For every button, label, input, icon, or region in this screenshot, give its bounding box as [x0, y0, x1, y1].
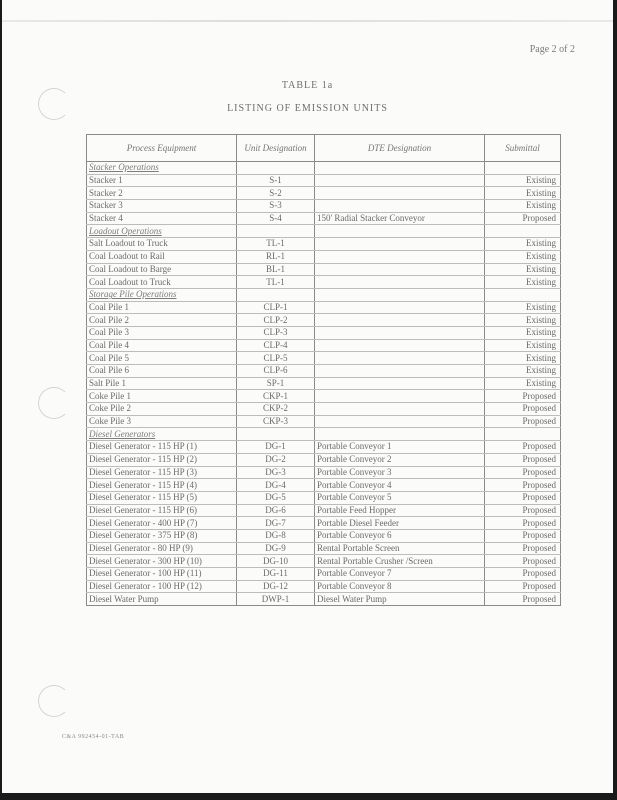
cell-process-equipment: Coal Pile 1: [87, 301, 237, 314]
cell-submittal: Existing: [485, 263, 561, 276]
cell-process-equipment: Diesel Generator - 115 HP (2): [87, 453, 237, 466]
cell-unit-designation: S-4: [237, 212, 315, 225]
cell-unit-designation: CKP-3: [237, 415, 315, 428]
cell-dte-designation: Diesel Water Pump: [315, 593, 485, 606]
header-dte-designation: DTE Designation: [315, 135, 485, 162]
table-row: [87, 187, 561, 200]
cell-submittal: Existing: [485, 339, 561, 352]
cell-unit-designation: CLP-5: [237, 352, 315, 365]
cell-dte-designation: Portable Conveyor 8: [315, 580, 485, 593]
cell-unit-designation: S-2: [237, 187, 315, 200]
cell-dte-designation: [315, 263, 485, 276]
cell-unit-designation: TL-1: [237, 238, 315, 251]
cell-unit-designation: DG-11: [237, 568, 315, 581]
table-row: [87, 314, 561, 327]
cell-dte-designation: [315, 238, 485, 251]
table-row: [87, 580, 561, 593]
cell-process-equipment: Diesel Generator - 115 HP (5): [87, 491, 237, 504]
cell-process-equipment: Coke Pile 3: [87, 415, 237, 428]
cell-dte-designation: [315, 174, 485, 187]
section-heading: Diesel Generators: [87, 428, 237, 441]
section-row: [87, 162, 561, 175]
cell-process-equipment: Coal Pile 6: [87, 365, 237, 378]
table-row: [87, 403, 561, 416]
cell-dte-designation: Rental Portable Screen: [315, 542, 485, 555]
cell-submittal: Existing: [485, 301, 561, 314]
cell-submittal: Existing: [485, 365, 561, 378]
table-row: [87, 174, 561, 187]
table-row: [87, 200, 561, 213]
table-row: [87, 415, 561, 428]
cell-dte-designation: Portable Conveyor 4: [315, 479, 485, 492]
cell-unit-designation: DG-7: [237, 517, 315, 530]
cell-dte-designation: 150' Radial Stacker Conveyor: [315, 212, 485, 225]
cell-submittal: Existing: [485, 174, 561, 187]
cell-unit-designation: RL-1: [237, 250, 315, 263]
header-submittal: Submittal: [485, 135, 561, 162]
hole-punch-mark: [38, 685, 70, 717]
cell-submittal: Proposed: [485, 212, 561, 225]
cell-process-equipment: Diesel Generator - 115 HP (1): [87, 441, 237, 454]
table-row: [87, 441, 561, 454]
cell-submittal: Proposed: [485, 542, 561, 555]
header-process-equipment: Process Equipment: [87, 135, 237, 162]
cell-process-equipment: Coal Loadout to Truck: [87, 276, 237, 289]
cell-process-equipment: Salt Pile 1: [87, 377, 237, 390]
cell-unit-designation: DG-4: [237, 479, 315, 492]
cell-submittal: Existing: [485, 314, 561, 327]
table-row: [87, 212, 561, 225]
cell-dte-designation: Portable Conveyor 3: [315, 466, 485, 479]
cell-submittal: Proposed: [485, 529, 561, 542]
cell-unit-designation: DWP-1: [237, 593, 315, 606]
cell-process-equipment: Diesel Generator - 300 HP (10): [87, 555, 237, 568]
cell-process-equipment: Coal Loadout to Barge: [87, 263, 237, 276]
cell-dte-designation: [315, 162, 485, 175]
cell-unit-designation: DG-12: [237, 580, 315, 593]
cell-unit-designation: BL-1: [237, 263, 315, 276]
table-row: [87, 479, 561, 492]
cell-submittal: Proposed: [485, 580, 561, 593]
cell-dte-designation: [315, 352, 485, 365]
cell-dte-designation: Portable Diesel Feeder: [315, 517, 485, 530]
cell-unit-designation: DG-3: [237, 466, 315, 479]
cell-process-equipment: Coal Pile 4: [87, 339, 237, 352]
cell-unit-designation: DG-2: [237, 453, 315, 466]
table-row: [87, 276, 561, 289]
cell-unit-designation: DG-5: [237, 491, 315, 504]
cell-submittal: Existing: [485, 238, 561, 251]
cell-dte-designation: [315, 250, 485, 263]
cell-submittal: [485, 225, 561, 238]
cell-submittal: Proposed: [485, 555, 561, 568]
cell-process-equipment: Stacker 2: [87, 187, 237, 200]
cell-unit-designation: DG-10: [237, 555, 315, 568]
table-row: [87, 326, 561, 339]
cell-dte-designation: Portable Conveyor 7: [315, 568, 485, 581]
cell-dte-designation: [315, 288, 485, 301]
cell-submittal: Existing: [485, 200, 561, 213]
emission-units-table: [86, 134, 561, 606]
cell-dte-designation: Portable Conveyor 6: [315, 529, 485, 542]
cell-process-equipment: Diesel Generator - 400 HP (7): [87, 517, 237, 530]
scan-edge: [2, 20, 613, 22]
cell-unit-designation: CLP-4: [237, 339, 315, 352]
cell-process-equipment: Coal Pile 2: [87, 314, 237, 327]
hole-punch-mark: [38, 387, 70, 419]
cell-unit-designation: [237, 288, 315, 301]
cell-submittal: [485, 288, 561, 301]
cell-process-equipment: Stacker 3: [87, 200, 237, 213]
cell-process-equipment: Coke Pile 1: [87, 390, 237, 403]
table-row: [87, 593, 561, 606]
cell-submittal: Existing: [485, 187, 561, 200]
cell-submittal: [485, 428, 561, 441]
cell-submittal: Proposed: [485, 453, 561, 466]
table-row: [87, 568, 561, 581]
cell-submittal: Proposed: [485, 491, 561, 504]
table-title: TABLE 1a: [281, 80, 334, 91]
cell-dte-designation: Portable Feed Hopper: [315, 504, 485, 517]
cell-dte-designation: [315, 200, 485, 213]
cell-dte-designation: [315, 365, 485, 378]
cell-dte-designation: [315, 415, 485, 428]
cell-process-equipment: Coal Pile 5: [87, 352, 237, 365]
cell-unit-designation: S-3: [237, 200, 315, 213]
table-row: [87, 542, 561, 555]
table-row: [87, 390, 561, 403]
section-row: [87, 225, 561, 238]
cell-submittal: Proposed: [485, 504, 561, 517]
cell-dte-designation: [315, 314, 485, 327]
cell-process-equipment: Diesel Water Pump: [87, 593, 237, 606]
cell-dte-designation: Portable Conveyor 2: [315, 453, 485, 466]
cell-dte-designation: [315, 339, 485, 352]
cell-process-equipment: Salt Loadout to Truck: [87, 238, 237, 251]
section-row: [87, 288, 561, 301]
cell-process-equipment: Diesel Generator - 115 HP (3): [87, 466, 237, 479]
table-row: [87, 263, 561, 276]
cell-dte-designation: [315, 276, 485, 289]
cell-unit-designation: CLP-1: [237, 301, 315, 314]
cell-submittal: Existing: [485, 250, 561, 263]
table-row: [87, 339, 561, 352]
section-heading: Stacker Operations: [87, 162, 237, 175]
document-footer: C&A 992454-01-TAB: [62, 734, 125, 740]
cell-dte-designation: [315, 301, 485, 314]
cell-unit-designation: S-1: [237, 174, 315, 187]
table-row: [87, 529, 561, 542]
cell-process-equipment: Coal Pile 3: [87, 326, 237, 339]
table-row: [87, 504, 561, 517]
table-row: [87, 352, 561, 365]
table-row: [87, 238, 561, 251]
cell-process-equipment: Stacker 4: [87, 212, 237, 225]
cell-submittal: Proposed: [485, 390, 561, 403]
table-row: [87, 453, 561, 466]
cell-process-equipment: Stacker 1: [87, 174, 237, 187]
cell-process-equipment: Diesel Generator - 100 HP (11): [87, 568, 237, 581]
section-heading: Loadout Operations: [87, 225, 237, 238]
cell-process-equipment: Diesel Generator - 115 HP (4): [87, 479, 237, 492]
cell-submittal: Proposed: [485, 466, 561, 479]
cell-unit-designation: CLP-3: [237, 326, 315, 339]
cell-process-equipment: Coke Pile 2: [87, 403, 237, 416]
table-row: [87, 491, 561, 504]
cell-process-equipment: Diesel Generator - 80 HP (9): [87, 542, 237, 555]
cell-unit-designation: [237, 428, 315, 441]
table-row: [87, 466, 561, 479]
cell-unit-designation: DG-6: [237, 504, 315, 517]
table-row: [87, 365, 561, 378]
cell-unit-designation: CLP-6: [237, 365, 315, 378]
cell-dte-designation: [315, 187, 485, 200]
section-heading: Storage Pile Operations: [87, 288, 237, 301]
table-header-row: [87, 135, 561, 162]
cell-dte-designation: Portable Conveyor 1: [315, 441, 485, 454]
cell-submittal: Proposed: [485, 517, 561, 530]
cell-process-equipment: Coal Loadout to Rail: [87, 250, 237, 263]
cell-submittal: Existing: [485, 352, 561, 365]
section-row: [87, 428, 561, 441]
table-row: [87, 250, 561, 263]
cell-unit-designation: CLP-2: [237, 314, 315, 327]
cell-dte-designation: [315, 390, 485, 403]
table-row: [87, 555, 561, 568]
cell-submittal: Proposed: [485, 593, 561, 606]
table-row: [87, 301, 561, 314]
cell-dte-designation: [315, 326, 485, 339]
cell-dte-designation: [315, 428, 485, 441]
cell-submittal: Proposed: [485, 441, 561, 454]
cell-dte-designation: Rental Portable Crusher /Screen: [315, 555, 485, 568]
cell-unit-designation: DG-8: [237, 529, 315, 542]
cell-process-equipment: Diesel Generator - 375 HP (8): [87, 529, 237, 542]
cell-dte-designation: [315, 377, 485, 390]
cell-submittal: [485, 162, 561, 175]
document-page: [2, 0, 613, 793]
table-row: [87, 517, 561, 530]
table-subtitle: LISTING OF EMISSION UNITS: [227, 103, 388, 114]
header-unit-designation: Unit Designation: [237, 135, 315, 162]
cell-dte-designation: [315, 225, 485, 238]
cell-submittal: Existing: [485, 377, 561, 390]
cell-dte-designation: Portable Conveyor 5: [315, 491, 485, 504]
cell-unit-designation: DG-9: [237, 542, 315, 555]
table-row: [87, 377, 561, 390]
cell-unit-designation: DG-1: [237, 441, 315, 454]
cell-submittal: Proposed: [485, 403, 561, 416]
cell-submittal: Existing: [485, 276, 561, 289]
cell-unit-designation: CKP-2: [237, 403, 315, 416]
cell-unit-designation: [237, 225, 315, 238]
cell-process-equipment: Diesel Generator - 100 HP (12): [87, 580, 237, 593]
table-body: [87, 162, 561, 606]
cell-unit-designation: [237, 162, 315, 175]
cell-unit-designation: CKP-1: [237, 390, 315, 403]
cell-submittal: Proposed: [485, 568, 561, 581]
cell-unit-designation: SP-1: [237, 377, 315, 390]
cell-dte-designation: [315, 403, 485, 416]
page-number: Page 2 of 2: [529, 44, 575, 55]
cell-process-equipment: Diesel Generator - 115 HP (6): [87, 504, 237, 517]
cell-submittal: Proposed: [485, 479, 561, 492]
cell-submittal: Proposed: [485, 415, 561, 428]
cell-submittal: Existing: [485, 326, 561, 339]
cell-unit-designation: TL-1: [237, 276, 315, 289]
